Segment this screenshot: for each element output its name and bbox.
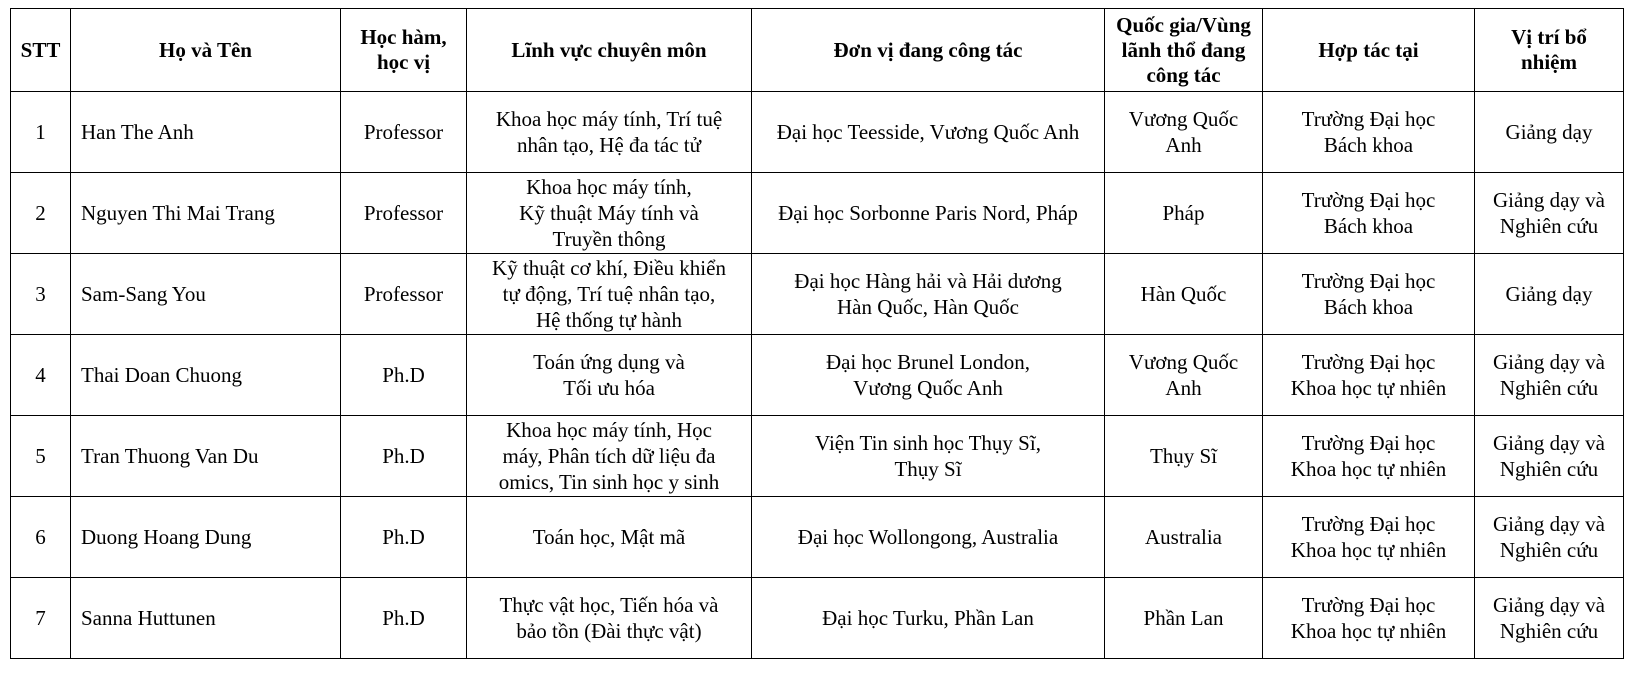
unit-cell [752, 92, 1105, 173]
country-cell [1105, 335, 1263, 416]
academic-title-cell [341, 92, 467, 173]
stt-cell [11, 173, 71, 254]
header-text: học vị [376, 50, 431, 74]
header-text: Đơn vị đang công tác [833, 37, 1023, 62]
cell-text: Giảng dạy và [1493, 593, 1605, 617]
header-text: công tác [1146, 62, 1221, 87]
academic-title-cell [341, 578, 467, 659]
cell-text: Khoa học tự nhiên [1290, 457, 1447, 481]
cell-text: Thai Doan Chuong [81, 363, 242, 387]
cell-text: Vương Quốc Anh [853, 376, 1003, 400]
position-cell [1475, 497, 1624, 578]
cell-text: Giảng dạy và [1493, 350, 1605, 374]
partner-cell [1263, 578, 1475, 659]
stt-cell [11, 254, 71, 335]
cell-text: Đại học Hàng hải và Hải dương [794, 269, 1062, 293]
cell-text: Sanna Huttunen [81, 606, 216, 630]
cell-text: Nghiên cứu [1499, 619, 1599, 643]
name-cell [71, 497, 341, 578]
header-text: nhiệm [1520, 50, 1577, 74]
cell-text: Kỹ thuật cơ khí, Điều khiển [492, 256, 726, 280]
cell-text: Nghiên cứu [1499, 457, 1599, 481]
unit-cell [752, 578, 1105, 659]
cell-text: Ph.D [382, 525, 425, 549]
cell-text: tự động, Trí tuệ nhân tạo, [502, 282, 716, 306]
partner-cell [1263, 416, 1475, 497]
cell-text: Professor [363, 120, 444, 144]
header-col-field [467, 9, 752, 92]
name-cell [71, 416, 341, 497]
header-text: Họ và Tên [159, 37, 252, 62]
cell-text: Australia [1145, 525, 1222, 549]
cell-text: 6 [35, 525, 46, 549]
cell-text: Khoa học tự nhiên [1290, 538, 1447, 562]
field-cell [467, 335, 752, 416]
cell-text: Hệ thống tự hành [535, 308, 683, 332]
cell-text: Professor [363, 282, 444, 306]
cell-text: Sam-Sang You [81, 282, 206, 306]
header-text: Vị trí bổ [1511, 25, 1587, 49]
cell-text: Nghiên cứu [1499, 376, 1599, 400]
cell-text: Nghiên cứu [1499, 214, 1599, 238]
header-row [11, 9, 1624, 92]
position-cell [1475, 416, 1624, 497]
faculty-appointment-table [10, 8, 1624, 659]
cell-text: Khoa học máy tính, Trí tuệ [495, 107, 723, 131]
field-cell [467, 254, 752, 335]
cell-text: Tối ưu hóa [563, 376, 655, 400]
unit-cell [752, 173, 1105, 254]
cell-text: Kỹ thuật Máy tính và [519, 201, 699, 225]
partner-cell [1263, 173, 1475, 254]
field-cell [467, 92, 752, 173]
position-cell [1475, 578, 1624, 659]
cell-text: 5 [35, 444, 46, 468]
cell-text: máy, Phân tích dữ liệu đa [502, 444, 716, 468]
header-text: STT [20, 37, 61, 62]
cell-text: nhân tạo, Hệ đa tác tử [517, 133, 701, 157]
cell-text: Bách khoa [1323, 133, 1414, 157]
table-row [11, 173, 1624, 254]
cell-text: Giảng dạy [1505, 282, 1593, 306]
cell-text: Trường Đại học [1301, 512, 1436, 536]
name-cell [71, 254, 341, 335]
table-row [11, 254, 1624, 335]
cell-text: Vương Quốc [1128, 350, 1239, 374]
cell-text: Thực vật học, Tiến hóa và [499, 593, 719, 617]
unit-cell [752, 254, 1105, 335]
table-body [11, 92, 1624, 659]
table-row [11, 578, 1624, 659]
stt-cell [11, 578, 71, 659]
field-cell [467, 173, 752, 254]
cell-text: Duong Hoang Dung [81, 525, 252, 549]
header-col-unit [752, 9, 1105, 92]
unit-cell [752, 416, 1105, 497]
cell-text: Giảng dạy và [1493, 188, 1605, 212]
cell-text: Khoa học máy tính, Học [506, 418, 712, 442]
cell-text: Trường Đại học [1301, 188, 1436, 212]
name-cell [71, 173, 341, 254]
cell-text: Hàn Quốc, Hàn Quốc [837, 295, 1019, 319]
cell-text: Trường Đại học [1301, 107, 1436, 131]
cell-text: Trường Đại học [1301, 269, 1436, 293]
academic-title-cell [341, 254, 467, 335]
name-cell [71, 335, 341, 416]
academic-title-cell [341, 335, 467, 416]
header-text: Hợp tác tại [1318, 37, 1419, 62]
unit-cell [752, 335, 1105, 416]
name-cell [71, 92, 341, 173]
field-cell [467, 578, 752, 659]
field-cell [467, 416, 752, 497]
name-cell [71, 578, 341, 659]
cell-text: Đại học Sorbonne Paris Nord, Pháp [778, 201, 1078, 225]
cell-text: Thụy Sĩ [1149, 444, 1218, 468]
position-cell [1475, 254, 1624, 335]
header-col-stt [11, 9, 71, 92]
academic-title-cell [341, 416, 467, 497]
cell-text: Pháp [1162, 201, 1205, 225]
cell-text: 2 [35, 201, 46, 225]
cell-text: Bách khoa [1323, 214, 1414, 238]
table-row [11, 92, 1624, 173]
cell-text: Toán ứng dụng và [533, 350, 685, 374]
cell-text: Thụy Sĩ [894, 457, 962, 481]
stt-cell [11, 335, 71, 416]
stt-cell [11, 497, 71, 578]
cell-text: Truyền thông [552, 227, 666, 251]
position-cell [1475, 335, 1624, 416]
cell-text: Viện Tin sinh học Thụy Sĩ, [815, 431, 1041, 455]
table-row [11, 416, 1624, 497]
partner-cell [1263, 497, 1475, 578]
position-cell [1475, 92, 1624, 173]
header-col-name [71, 9, 341, 92]
cell-text: Nghiên cứu [1499, 538, 1599, 562]
cell-text: Đại học Brunel London, [825, 350, 1031, 374]
cell-text: Ph.D [382, 363, 425, 387]
cell-text: bảo tồn (Đài thực vật) [516, 619, 702, 643]
stt-cell [11, 416, 71, 497]
cell-text: Professor [363, 201, 444, 225]
cell-text: Anh [1165, 376, 1202, 400]
cell-text: Giảng dạy [1505, 120, 1593, 144]
position-cell [1475, 173, 1624, 254]
cell-text: Giảng dạy và [1493, 512, 1605, 536]
country-cell [1105, 416, 1263, 497]
table-row [11, 335, 1624, 416]
cell-text: 4 [35, 363, 46, 387]
cell-text: Khoa học tự nhiên [1290, 619, 1447, 643]
partner-cell [1263, 254, 1475, 335]
cell-text: Vương Quốc [1128, 107, 1239, 131]
stt-cell [11, 92, 71, 173]
cell-text: Đại học Turku, Phần Lan [822, 606, 1034, 630]
partner-cell [1263, 335, 1475, 416]
cell-text: Bách khoa [1323, 295, 1414, 319]
cell-text: Trường Đại học [1301, 593, 1436, 617]
cell-text: Trường Đại học [1301, 350, 1436, 374]
country-cell [1105, 92, 1263, 173]
cell-text: Han The Anh [81, 120, 194, 144]
header-col-academic-title [341, 9, 467, 92]
academic-title-cell [341, 173, 467, 254]
cell-text: Trường Đại học [1301, 431, 1436, 455]
country-cell [1105, 173, 1263, 254]
country-cell [1105, 254, 1263, 335]
cell-text: Phần Lan [1143, 606, 1224, 630]
cell-text: Khoa học máy tính, [526, 175, 692, 199]
cell-text: Giảng dạy và [1493, 431, 1605, 455]
cell-text: Ph.D [382, 444, 425, 468]
cell-text: Đại học Wollongong, Australia [797, 525, 1059, 549]
cell-text: Khoa học tự nhiên [1290, 376, 1447, 400]
cell-text: Toán học, Mật mã [532, 525, 686, 549]
header-col-country [1105, 9, 1263, 92]
cell-text: 7 [35, 606, 46, 630]
academic-title-cell [341, 497, 467, 578]
table-row [11, 497, 1624, 578]
partner-cell [1263, 92, 1475, 173]
header-text: Lĩnh vực chuyên môn [511, 37, 707, 62]
unit-cell [752, 497, 1105, 578]
field-cell [467, 497, 752, 578]
cell-text: omics, Tin sinh học y sinh [498, 470, 720, 494]
country-cell [1105, 578, 1263, 659]
header-col-position [1475, 9, 1624, 92]
cell-text: 1 [35, 120, 46, 144]
header-text: Quốc gia/Vùng [1116, 12, 1251, 37]
cell-text: Ph.D [382, 606, 425, 630]
header-col-partner [1263, 9, 1475, 92]
country-cell [1105, 497, 1263, 578]
cell-text: 3 [35, 282, 46, 306]
cell-text: Nguyen Thi Mai Trang [81, 201, 275, 225]
header-text: lãnh thổ đang [1121, 37, 1246, 62]
cell-text: Tran Thuong Van Du [81, 444, 259, 468]
cell-text: Anh [1165, 133, 1202, 157]
cell-text: Đại học Teesside, Vương Quốc Anh [776, 120, 1080, 144]
header-text: Học hàm, [360, 25, 447, 49]
cell-text: Hàn Quốc [1140, 282, 1227, 306]
